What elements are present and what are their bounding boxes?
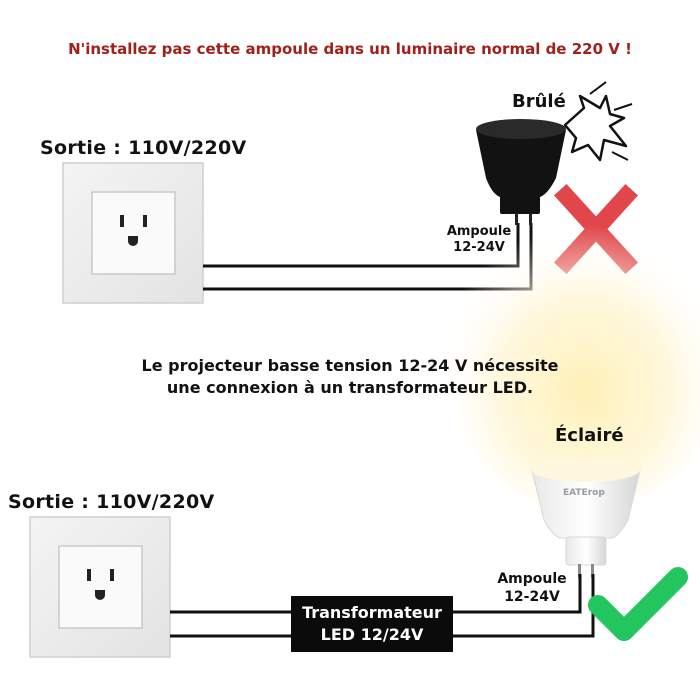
- top-outlet-label: Sortie : 110V/220V: [40, 137, 247, 159]
- bulb-brand: EATErop: [563, 488, 605, 498]
- burnt-bulb: [476, 119, 566, 225]
- bottom-bulb-label-line2: 12-24V: [504, 589, 560, 605]
- bottom-outlet: [30, 517, 170, 657]
- spark-icon: [565, 82, 632, 160]
- transformer-line2: LED 12/24V: [320, 625, 424, 644]
- transformer-line1: Transformateur: [302, 603, 442, 622]
- info-note: [0, 355, 700, 399]
- info-note-line2: une connexion à un transformateur LED.: [166, 378, 534, 397]
- led-transformer: [291, 596, 453, 652]
- bottom-bulb-state: Éclairé: [555, 425, 624, 446]
- warning-message: N'installez pas cette ampoule dans un luminaire normal de 220 V !: [68, 40, 632, 58]
- lit-bulb: [532, 458, 640, 578]
- top-bulb-label-line1: Ampoule: [446, 224, 512, 239]
- top-bulb-label: [444, 224, 514, 256]
- top-bulb-label-line2: 12-24V: [453, 240, 505, 255]
- info-note-line1: Le projecteur basse tension 12-24 V nécessite: [141, 356, 559, 375]
- bottom-outlet-label: Sortie : 110V/220V: [8, 491, 215, 513]
- bottom-bulb-label: [492, 570, 572, 606]
- green-check-icon: [598, 577, 678, 631]
- top-bulb-state: Brûlé: [512, 91, 566, 112]
- bottom-bulb-label-line1: Ampoule: [497, 571, 567, 587]
- top-outlet: [63, 163, 203, 303]
